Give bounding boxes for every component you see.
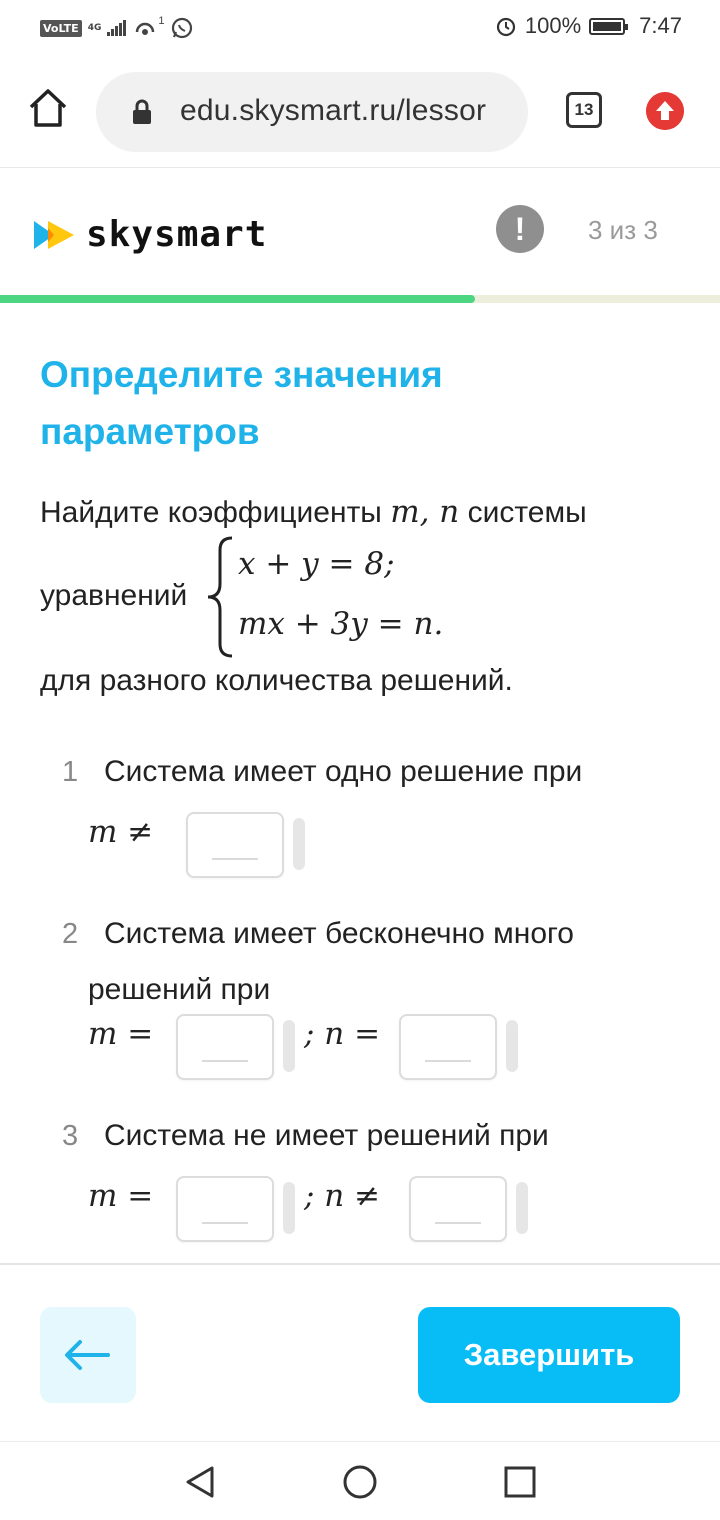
nav-back-icon[interactable] [180,1462,220,1502]
question-3-drag-handle-n[interactable] [516,1182,528,1234]
report-issue-button[interactable]: ! [496,205,544,253]
volte-indicator: VoLTE [40,20,82,37]
equation-1: x + y = 8; [238,546,395,582]
clock: 7:47 [639,13,682,38]
arrow-left-icon [40,1307,136,1403]
back-button[interactable] [40,1307,136,1403]
step-counter: 3 из 3 [588,215,658,245]
nav-recents-icon[interactable] [500,1462,540,1502]
skysmart-logo[interactable] [32,214,267,255]
task-intro-line1 [40,494,587,530]
battery-icon [589,18,625,35]
intro-variables: m, n [390,494,460,530]
question-1-input[interactable] [188,814,282,876]
lesson-footer [0,1263,720,1441]
question-2-text: Система имеет бесконечно много [104,917,574,950]
task-intro-line2: уравнений [40,579,188,612]
question-1-text: Система имеет одно решение при [104,755,583,788]
question-2-input-n[interactable] [401,1016,495,1078]
url-text[interactable]: edu.skysmart.ru/lessor [180,94,487,127]
question-2-answer-box-n[interactable] [399,1014,497,1080]
question-2-drag-handle-m[interactable] [283,1020,295,1072]
question-3-input-n[interactable] [411,1178,505,1240]
question-3-answer-box-m[interactable] [176,1176,274,1242]
status-icons-right [495,13,682,39]
question-3-label-m: m = [88,1178,154,1214]
tabs-button[interactable]: 13 [566,92,602,128]
question-3-label-n: ; n ≠ [304,1178,381,1214]
battery-percent: 100% [524,13,582,38]
network-type: 4G [87,22,102,33]
question-1-answer-box[interactable] [186,812,284,878]
question-2-answer-box-m[interactable] [176,1014,274,1080]
nav-home-icon[interactable] [340,1462,380,1502]
question-3-input-m[interactable] [178,1178,272,1240]
question-2-label-m: m = [88,1016,154,1052]
system-nav-bar [0,1441,720,1520]
intro-prefix: Найдите коэффициенты [40,496,391,529]
task-title: Определите значения параметров [40,354,443,452]
logo-icon [32,218,76,252]
task-intro-line3: для разного количества решений. [40,664,513,697]
whatsapp-icon [170,16,194,40]
intro-suffix: системы [459,496,587,529]
lock-icon [132,99,152,125]
signal-icon [107,20,126,36]
question-2-drag-handle-n[interactable] [506,1020,518,1072]
question-3-number: 3 [62,1120,79,1152]
question-1-label: m ≠ [88,814,154,850]
question-1-drag-handle[interactable] [293,818,305,870]
finish-button[interactable]: Завершить [418,1307,680,1403]
equation-2: mx + 3y = n. [238,606,444,642]
status-bar [0,0,720,56]
alarm-icon [495,15,517,37]
question-3-answer-box-n[interactable] [409,1176,507,1242]
question-2-input-m[interactable] [178,1016,272,1078]
brace-icon [200,536,240,658]
home-icon[interactable] [26,86,70,130]
equation-system [200,536,500,658]
hotspot-icon [132,16,158,40]
question-2-text-line2: решений при [88,973,271,1006]
progress-bar [0,295,720,303]
question-1-number: 1 [62,756,79,788]
address-bar[interactable] [96,72,528,152]
notification-count: 1 [158,15,165,27]
progress-fill [0,295,475,303]
browser-toolbar [0,56,720,168]
question-2-label-n: ; n = [304,1016,381,1052]
update-icon[interactable] [646,92,684,130]
logo-text: skysmart [86,214,268,255]
app-header [0,168,720,296]
question-3-text: Система не имеет решений при [104,1119,549,1152]
question-3-drag-handle-m[interactable] [283,1182,295,1234]
question-2-number: 2 [62,918,79,950]
status-icons-left [40,14,194,42]
